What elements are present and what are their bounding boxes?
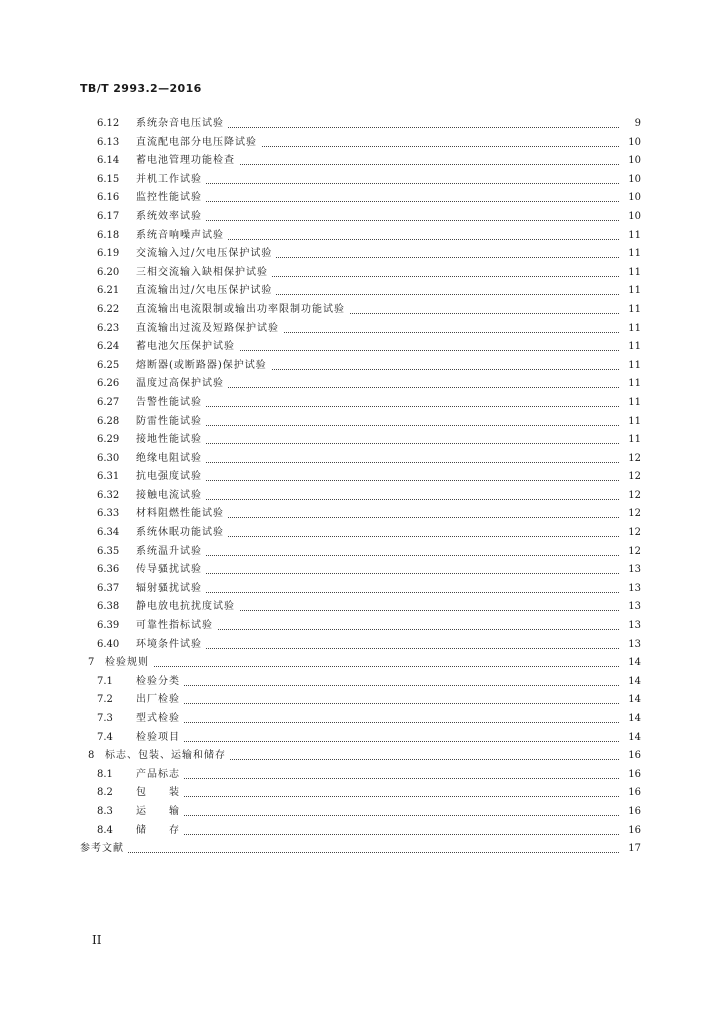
toc-entry[interactable] [0,115,724,134]
toc-entry-page: 11 [619,375,641,394]
toc-entry-number: 6.23 [97,322,120,334]
toc-entry[interactable] [0,747,724,766]
toc-entry-page: 11 [619,413,641,432]
toc-entry-page: 11 [619,394,641,413]
toc-entry-page: 14 [619,729,641,748]
table-of-contents [0,115,724,859]
toc-entry-title: 产品标志 [136,766,184,785]
toc-entry[interactable] [0,171,724,190]
toc-entry-page: 16 [619,822,641,841]
toc-entry[interactable] [0,598,724,617]
toc-entry[interactable] [0,413,724,432]
toc-dot-leader [136,834,641,835]
toc-entry-number: 8.4 [97,824,113,836]
toc-dot-leader [136,815,641,816]
toc-entry-number: 6.40 [97,638,120,650]
toc-entry-title: 运 输 [136,803,184,822]
toc-entry[interactable] [0,654,724,673]
toc-entry-number: 6.29 [97,434,120,446]
toc-entry-number: 8.2 [97,787,113,799]
toc-dot-leader [136,722,641,723]
toc-entry-page: 12 [619,450,641,469]
toc-entry-number: 6.38 [97,601,120,613]
toc-entry-number: 6.22 [97,303,120,315]
toc-entry-title: 三相交流输入缺相保护试验 [136,264,272,283]
toc-entry[interactable] [0,450,724,469]
toc-dot-leader [136,480,641,481]
toc-dot-leader [136,201,641,202]
toc-dot-leader [136,425,641,426]
toc-entry-page: 10 [619,134,641,153]
toc-entry-title: 环境条件试验 [136,636,206,655]
toc-entry-title: 接地性能试验 [136,431,206,450]
toc-entry-title: 告警性能试验 [136,394,206,413]
toc-entry-number: 6.13 [97,136,120,148]
toc-entry-number: 7.3 [97,713,113,724]
toc-entry-title: 温度过高保护试验 [136,375,228,394]
toc-entry-page: 12 [619,487,641,506]
toc-entry-title: 绝缘电阻试验 [136,450,206,469]
toc-entry-title: 交流输入过/欠电压保护试验 [136,245,276,264]
toc-entry-page: 10 [619,208,641,227]
toc-dot-leader [136,648,641,649]
toc-entry[interactable] [0,375,724,394]
toc-dot-leader [136,499,641,500]
toc-entry[interactable] [0,580,724,599]
toc-entry-number: 6.27 [97,396,120,408]
toc-entry-page: 14 [619,691,641,710]
toc-entry-title: 熔断器(或断路器)保护试验 [136,357,271,376]
toc-entry-page: 10 [619,189,641,208]
toc-entry-page: 10 [619,171,641,190]
toc-entry-page: 11 [619,282,641,301]
toc-dot-leader [136,573,641,574]
toc-entry-page: 13 [619,598,641,617]
toc-entry[interactable] [0,431,724,450]
toc-entry-title: 防雷性能试验 [136,413,206,432]
toc-entry-page: 12 [619,524,641,543]
toc-entry-title: 检验规则 [105,654,153,673]
toc-entry-title: 直流输出过流及短路保护试验 [136,320,283,339]
toc-entry-page: 12 [619,468,641,487]
toc-dot-leader [136,555,641,556]
toc-entry[interactable] [0,636,724,655]
toc-entry-page: 14 [619,710,641,729]
toc-entry-title: 蓄电池欠压保护试验 [136,338,239,357]
toc-dot-leader [80,852,641,853]
toc-entry-title: 接触电流试验 [136,487,206,506]
toc-dot-leader [105,666,641,667]
toc-entry-title: 监控性能试验 [136,189,206,208]
toc-dot-leader [136,685,641,686]
toc-entry-number: 8.1 [97,768,113,780]
toc-entry-number: 7.2 [97,694,113,706]
toc-entry[interactable] [0,543,724,562]
toc-entry-title: 系统休眠功能试验 [136,524,228,543]
toc-entry-page: 14 [619,673,641,692]
toc-dot-leader [136,406,641,407]
toc-entry-title: 材料阻燃性能试验 [136,505,228,524]
toc-entry[interactable] [0,840,724,859]
toc-entry[interactable] [0,729,724,748]
toc-entry[interactable] [0,189,724,208]
toc-entry[interactable] [0,134,724,153]
toc-entry-number: 6.21 [97,285,120,297]
toc-entry-number: 6.12 [97,118,120,129]
toc-entry[interactable] [0,282,724,301]
toc-entry-page: 12 [619,505,641,524]
toc-entry-page: 16 [619,747,641,766]
toc-entry-title: 抗电强度试验 [136,468,206,487]
toc-entry-page: 16 [619,766,641,785]
toc-entry-page: 11 [619,357,641,376]
toc-entry-title: 直流配电部分电压降试验 [136,134,261,153]
toc-dot-leader [136,592,641,593]
toc-entry-number: 6.25 [97,359,120,371]
toc-entry-number: 6.39 [97,620,120,632]
toc-entry-number: 6.31 [97,471,120,483]
toc-entry-page: 16 [619,803,641,822]
toc-entry-title: 储 存 [136,822,184,841]
toc-entry[interactable] [0,320,724,339]
toc-entry-number: 6.16 [97,192,120,204]
toc-entry[interactable] [0,710,724,729]
document-code-header: TB/T 2993.2—2016 [80,82,202,95]
toc-entry-number: 6.28 [97,415,120,427]
toc-entry-title: 系统音响噪声试验 [136,227,228,246]
toc-entry-number: 6.36 [97,564,120,576]
toc-entry-number: 6.32 [97,489,120,501]
toc-entry-title: 标志、包装、运输和储存 [105,747,230,766]
toc-entry-number: 8 [88,750,95,762]
toc-entry-page: 11 [619,227,641,246]
toc-entry-page: 9 [619,115,641,134]
toc-dot-leader [136,778,641,779]
toc-entry-title: 检验分类 [136,673,184,692]
toc-entry-title: 系统效率试验 [136,208,206,227]
toc-entry[interactable] [0,766,724,785]
toc-entry-title: 检验项目 [136,729,184,748]
toc-entry-number: 7.4 [97,731,113,743]
toc-entry-number: 6.17 [97,210,120,222]
toc-entry-title: 型式检验 [136,710,184,729]
toc-entry-number: 6.35 [97,545,120,557]
toc-entry-title: 并机工作试验 [136,171,206,190]
toc-entry-number: 6.18 [97,229,120,241]
toc-entry-number: 6.20 [97,266,120,278]
toc-entry[interactable] [0,394,724,413]
toc-entry-title: 系统温升试验 [136,543,206,562]
toc-entry-title: 出厂检验 [136,691,184,710]
toc-entry-page: 17 [619,840,641,859]
toc-entry-title: 传导骚扰试验 [136,561,206,580]
toc-entry[interactable] [0,691,724,710]
toc-entry-number: 6.24 [97,341,120,353]
toc-entry-title: 辐射骚扰试验 [136,580,206,599]
toc-entry-title: 参考文献 [80,840,128,859]
toc-entry-title: 静电放电抗扰度试验 [136,598,239,617]
toc-entry-page: 16 [619,784,641,803]
toc-entry[interactable] [0,208,724,227]
toc-entry[interactable] [0,487,724,506]
toc-dot-leader [136,462,641,463]
toc-entry[interactable] [0,468,724,487]
toc-entry-number: 6.26 [97,378,120,390]
toc-dot-leader [136,220,641,221]
toc-entry-number: 6.30 [97,452,120,464]
toc-entry-number: 6.33 [97,508,120,520]
toc-dot-leader [136,796,641,797]
toc-dot-leader [136,183,641,184]
toc-entry-page: 14 [619,654,641,673]
toc-entry-page: 13 [619,617,641,636]
toc-dot-leader [136,443,641,444]
toc-entry[interactable] [0,524,724,543]
toc-entry-title: 可靠性指标试验 [136,617,217,636]
toc-entry[interactable] [0,803,724,822]
toc-entry[interactable] [0,227,724,246]
page-number: II [92,933,102,947]
toc-entry-title: 直流输出过/欠电压保护试验 [136,282,276,301]
toc-entry-title: 蓄电池管理功能检查 [136,152,239,171]
toc-entry-title: 直流输出电流限制或输出功率限制功能试验 [136,301,349,320]
toc-entry-page: 11 [619,338,641,357]
toc-entry-title: 系统杂音电压试验 [136,115,228,134]
toc-entry-page: 11 [619,245,641,264]
toc-entry-number: 6.14 [97,155,120,167]
toc-entry[interactable] [0,245,724,264]
toc-entry-page: 13 [619,561,641,580]
toc-entry-page: 10 [619,152,641,171]
toc-entry-page: 13 [619,580,641,599]
toc-entry-number: 7 [88,657,95,669]
toc-entry-page: 13 [619,636,641,655]
toc-entry-page: 11 [619,264,641,283]
toc-entry[interactable] [0,357,724,376]
toc-dot-leader [136,741,641,742]
toc-entry[interactable] [0,784,724,803]
toc-entry-page: 11 [619,301,641,320]
toc-entry[interactable] [0,822,724,841]
toc-entry-title: 包 装 [136,784,184,803]
toc-entry[interactable] [0,338,724,357]
toc-entry[interactable] [0,617,724,636]
toc-entry-number: 6.15 [97,173,120,185]
toc-entry-number: 6.34 [97,527,120,539]
toc-entry-number: 6.19 [97,248,120,260]
toc-entry[interactable] [0,264,724,283]
toc-entry-number: 7.1 [97,675,113,687]
toc-entry[interactable] [0,561,724,580]
toc-entry[interactable] [0,673,724,692]
toc-entry-number: 6.37 [97,582,120,594]
toc-entry-page: 11 [619,431,641,450]
toc-entry[interactable] [0,505,724,524]
toc-dot-leader [136,703,641,704]
toc-entry-page: 11 [619,320,641,339]
toc-entry[interactable] [0,152,724,171]
toc-entry[interactable] [0,301,724,320]
toc-entry-page: 12 [619,543,641,562]
toc-entry-number: 8.3 [97,805,113,817]
